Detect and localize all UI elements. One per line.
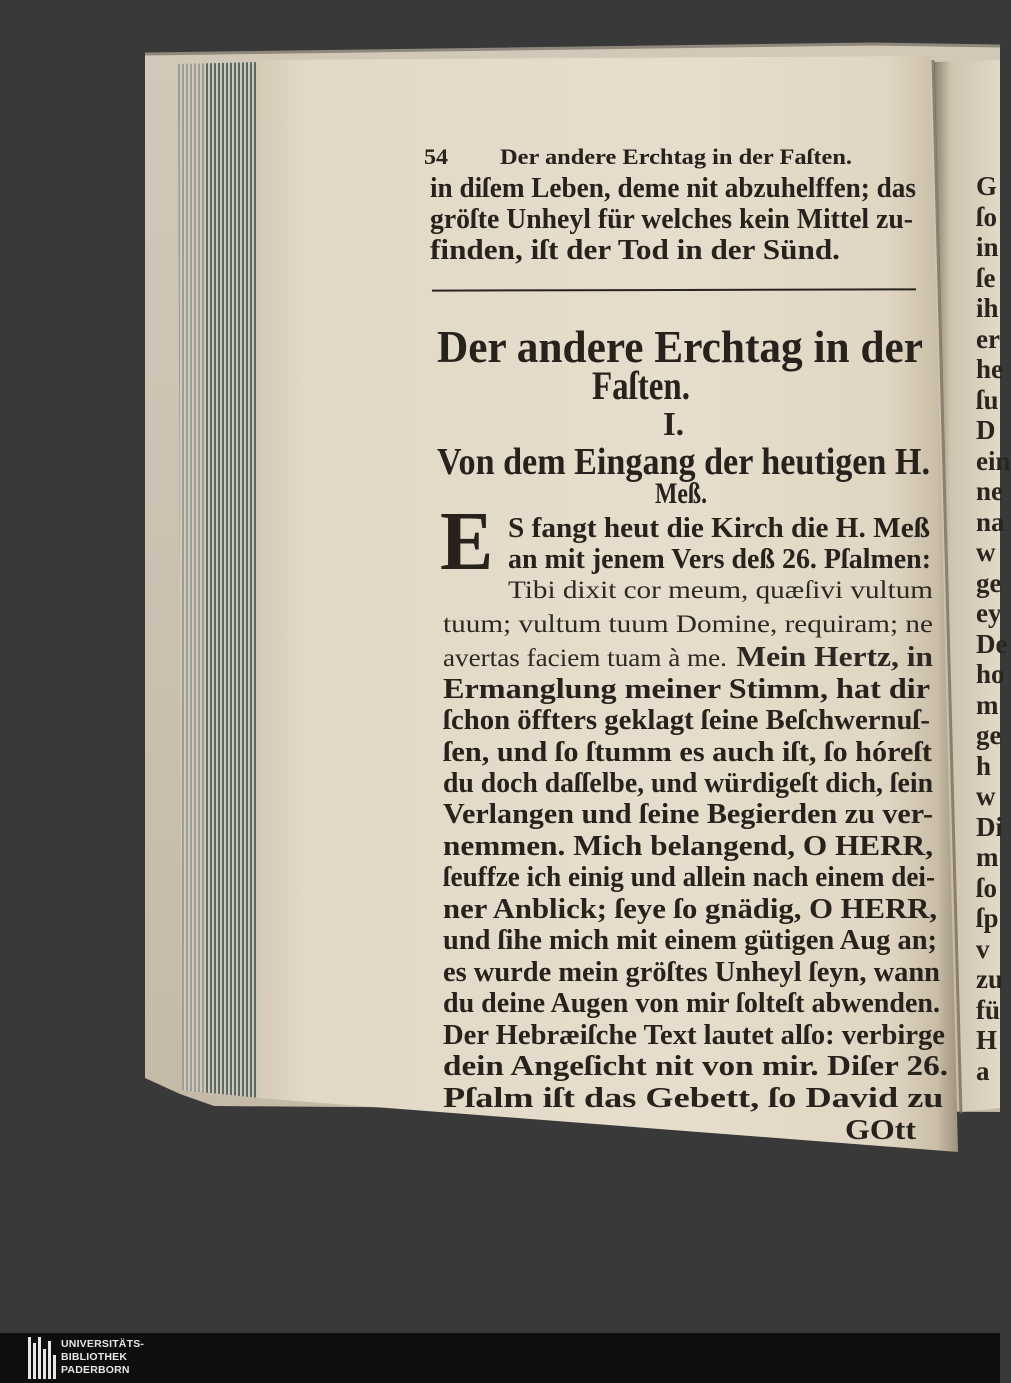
carry-over-line: gröſte Unheyl für welches kein Mittel zu- bbox=[430, 203, 913, 235]
body-line: ſeuffze ich einig und allein nach einem dei- bbox=[443, 861, 935, 893]
facing-page-fragment: ſe bbox=[976, 262, 996, 293]
chapter-title-line-1: Der andere Erchtag in der bbox=[437, 321, 923, 372]
german-text-part: Mein Hertz, in bbox=[736, 641, 933, 673]
facing-page-fragment: ſo bbox=[976, 201, 998, 232]
body-line: Verlangen und ſeine Begierden zu ver- bbox=[443, 798, 933, 830]
facing-page-fragment: ſp bbox=[976, 903, 999, 933]
section-title-line-2: Meß. bbox=[655, 477, 707, 510]
carry-over-line: finden, iſt der Tod in der Sünd. bbox=[430, 234, 840, 266]
body-line: dein Angeſicht nit von mir. Diſer 26. bbox=[443, 1050, 948, 1082]
body-line: du doch daſſelbe, und würdigeſt dich, ſein bbox=[443, 767, 933, 799]
section-title-line-1: Von dem Eingang der heutigen H. bbox=[437, 441, 930, 483]
drop-cap-initial: E bbox=[440, 495, 494, 588]
facing-page-fragment: he bbox=[976, 354, 1003, 384]
facing-page-fragment: zu bbox=[976, 964, 1003, 994]
page-number: 54 bbox=[424, 144, 448, 169]
chapter-title-line-2: Faſten. bbox=[592, 363, 690, 408]
facing-page-fragment: in bbox=[976, 232, 999, 262]
facing-page-fragment: H bbox=[976, 1025, 998, 1055]
facing-page-fragment: v bbox=[976, 933, 990, 964]
facing-page-fragment: na bbox=[976, 506, 1005, 537]
body-line-mixed bbox=[443, 639, 933, 675]
logo-line: UNIVERSITÄTS- bbox=[61, 1338, 145, 1350]
facing-page-fragment: m bbox=[976, 842, 999, 872]
facing-page-fragment: ſo bbox=[976, 872, 998, 903]
latin-quote-part: avertas faciem tuam à me. bbox=[443, 645, 727, 672]
facing-page-fragment: er bbox=[976, 323, 1000, 354]
facing-page-fragment: ge bbox=[976, 567, 1002, 598]
facing-page-fragment: ne bbox=[976, 476, 1003, 506]
facing-page-fragment: G bbox=[976, 171, 998, 201]
body-line: Ermanglung meiner Stimm, hat dir bbox=[443, 673, 930, 705]
body-line: und ſihe mich mit einem gütigen Aug an; bbox=[443, 924, 937, 956]
body-line: ner Anblick; ſeye ſo gnädig, O HERR, bbox=[443, 893, 937, 925]
library-footer-bar bbox=[0, 1333, 1000, 1383]
facing-page-fragment: ho bbox=[976, 659, 1005, 689]
facing-page-fragment: ge bbox=[976, 720, 1002, 750]
section-number: I. bbox=[663, 406, 684, 443]
facing-page-fragment: h bbox=[976, 750, 992, 781]
logo-line: BIBLIOTHEK bbox=[61, 1351, 128, 1363]
body-line: du deine Augen von mir ſolteſt abwenden. bbox=[443, 987, 940, 1019]
body-line-latin: Tibi dixit cor meum, quæſivi vultum bbox=[508, 577, 933, 604]
facing-page-fragment: ein bbox=[976, 445, 1011, 476]
carry-over-line: in diſem Leben, deme nit abzuhelffen; das bbox=[430, 172, 916, 204]
facing-page-fragment: ſu bbox=[976, 384, 999, 415]
university-library-logo-icon bbox=[28, 1337, 56, 1379]
body-line: Pſalm iſt das Gebett, ſo David zu bbox=[443, 1082, 944, 1114]
page-edges-highlight bbox=[178, 63, 205, 1092]
running-head-title: Der andere Erchtag in der Faſten. bbox=[500, 144, 852, 169]
facing-page-text bbox=[976, 171, 1011, 1106]
facing-page-fragment: w bbox=[976, 537, 996, 567]
body-line: nemmen. Mich belangend, O HERR, bbox=[443, 830, 933, 862]
facing-page-fragment: m bbox=[976, 689, 999, 720]
body-line-latin: tuum; vultum tuum Domine, requiram; ne bbox=[443, 611, 933, 638]
facing-page-fragment: fü bbox=[976, 994, 1001, 1025]
facing-page-fragment: De bbox=[976, 628, 1008, 659]
body-line: S fangt heut die Kirch die H. Meß bbox=[508, 512, 930, 544]
facing-page-fragment: ey bbox=[976, 598, 1002, 628]
body-line: es wurde mein gröſtes Unheyl ſeyn, wann bbox=[443, 956, 940, 988]
facing-page-fragment: Di bbox=[976, 811, 1003, 842]
library-logo-text bbox=[61, 1338, 144, 1377]
body-line: an mit jenem Vers deß 26. Pſalmen: bbox=[508, 543, 931, 575]
body-line: Der Hebræiſche Text lautet alſo: verbirge bbox=[443, 1019, 945, 1051]
catchword: GOtt bbox=[845, 1114, 916, 1146]
facing-page-fragment: w bbox=[976, 781, 996, 811]
facing-page-fragment: D bbox=[976, 415, 996, 445]
body-line: ſchon öffters geklagt ſeine Beſchwernuſ- bbox=[443, 704, 930, 736]
body-line: ſen, und ſo ſtumm es auch iſt, ſo hóreſt bbox=[443, 736, 932, 768]
facing-page-fragment: a bbox=[976, 1055, 990, 1086]
facing-page-fragment: ih bbox=[976, 293, 999, 323]
logo-line: PADERBORN bbox=[61, 1364, 130, 1376]
